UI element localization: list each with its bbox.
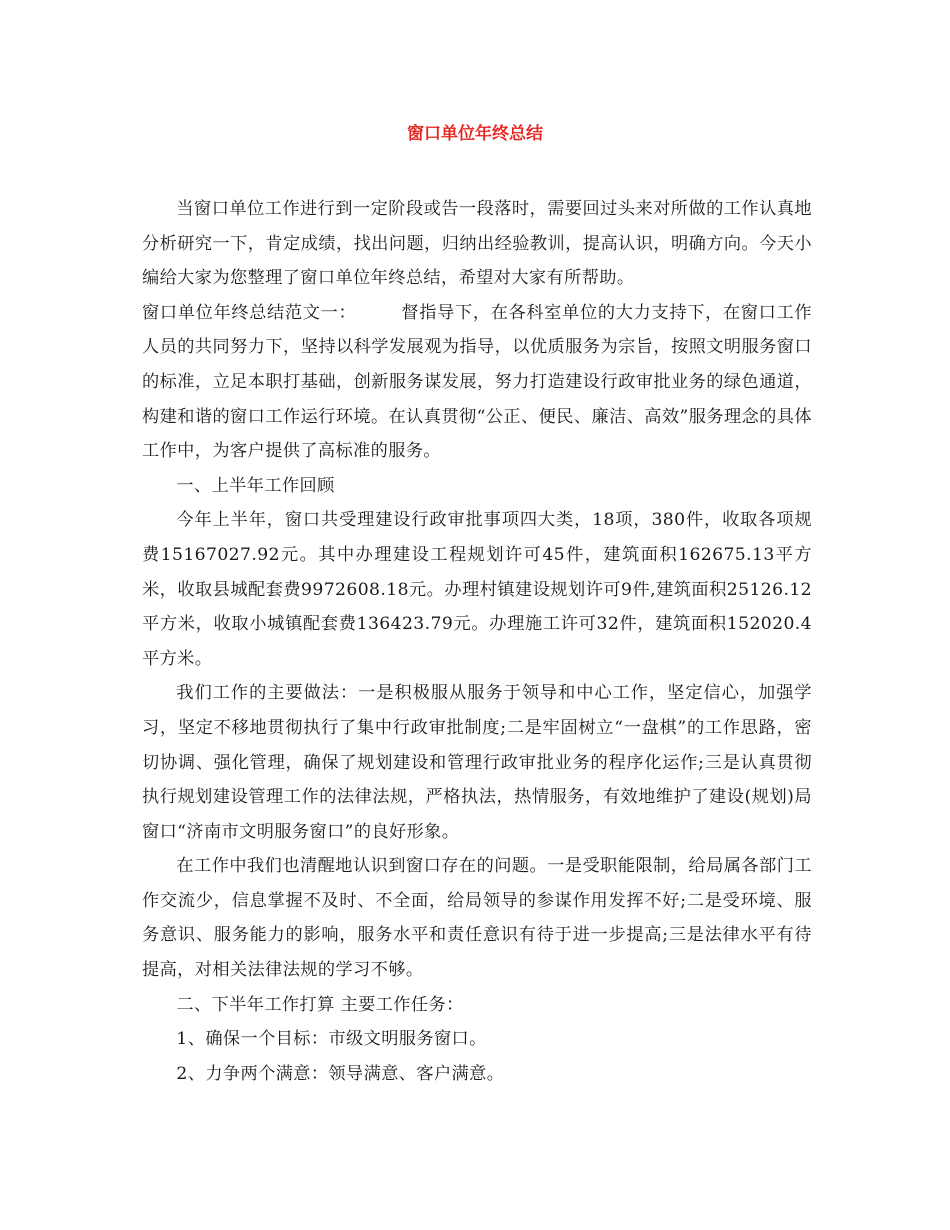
list-item-goal-one: 1、确保一个目标：市级文明服务窗口。 bbox=[176, 1029, 487, 1050]
paragraph-first-half-stats: 今年上半年，窗口共受理建设行政审批事项四大类，18项，380件，收取各项规费15167027.92元。其中办理建设工程规划许可45件，建筑面积162675.13平方米，收取县城配套费9972608.18元。办理村镇建设规划许可9件,建筑面积25126.12平方米，收取小城镇配套费136423.79元。办理施工许可32件，建筑面积152020.4平方米。 bbox=[142, 510, 812, 669]
paragraph-intro: 当窗口单位工作进行到一定阶段或告一段落时，需要回过头来对所做的工作认真地分析研究一下，肯定成绩，找出问题，归纳出经验教训，提高认识，明确方向。今天小编给大家为您整理了窗口单位年终总结，希望对大家有所帮助。 bbox=[142, 199, 812, 289]
paragraph-main-practices: 我们工作的主要做法：一是积极服从服务于领导和中心工作，坚定信心，加强学习，坚定不移地贯彻执行了集中行政审批制度;二是牢固树立“一盘棋”的工作思路，密切协调、强化管理，确保了规划建设和管理行政审批业务的程序化运作;三是认真贯彻执行规划建设管理工作的法律法规，严格执法，热情服务，有效地维护了建设(规划)局窗口“济南市文明服务窗口”的良好形象。 bbox=[142, 683, 812, 842]
list-item-goal-two: 2、力争两个满意：领导满意、客户满意。 bbox=[176, 1063, 505, 1084]
paragraph-problems: 在工作中我们也清醒地认识到窗口存在的问题。一是受职能限制，给局属各部门工作交流少，信息掌握不及时、不全面，给局领导的参谋作用发挥不好;二是受环境、服务意识、服务能力的影响，服务水平和责任意识有待于进一步提高;三是法律水平有待提高，对相关法律法规的学习不够。 bbox=[142, 856, 812, 981]
heading-second-half-plan: 二、下半年工作打算 主要工作任务： bbox=[176, 994, 464, 1015]
document-body bbox=[142, 192, 812, 1091]
document-title: 窗口单位年终总结 bbox=[407, 124, 543, 144]
heading-first-half-review: 一、上半年工作回顾 bbox=[176, 475, 335, 496]
paragraph-sample-one: 窗口单位年终总结范文一： 督指导下，在各科室单位的大力支持下，在窗口工作人员的共同努力下，坚持以科学发展观为指导，以优质服务为宗旨，按照文明服务窗口的标准，立足本职打基础，创新服务谋发展，努力打造建设行政审批业务的绿色通道，构建和谐的窗口工作运行环境。在认真贯彻“公正、便民、廉洁、高效”服务理念的具体工作中，为客户提供了高标准的服务。 bbox=[142, 302, 812, 462]
